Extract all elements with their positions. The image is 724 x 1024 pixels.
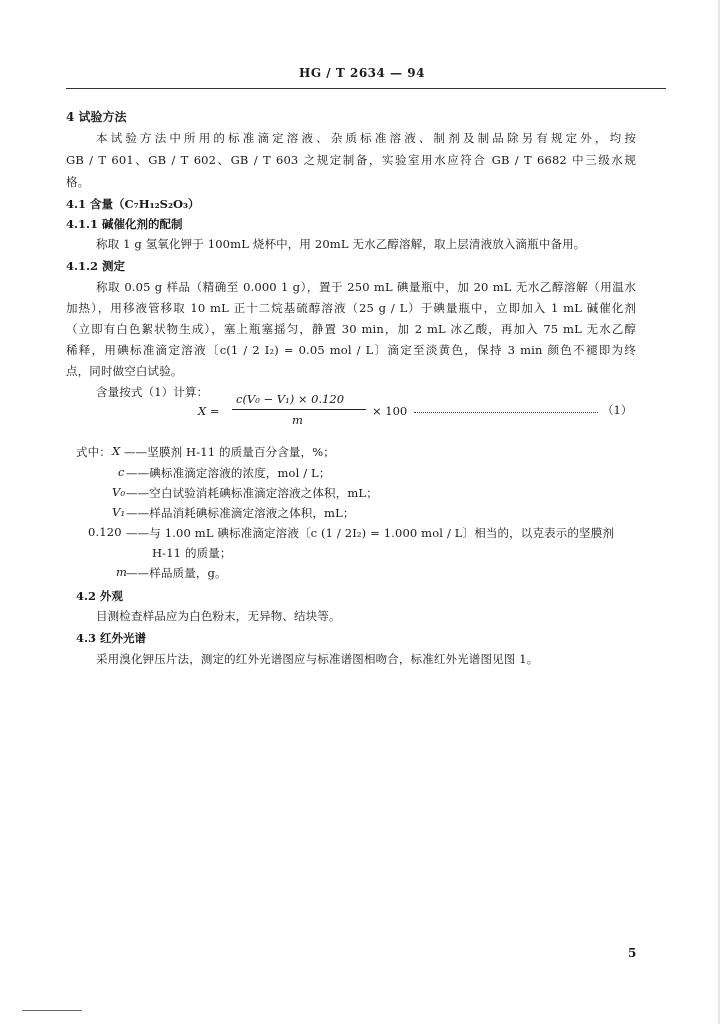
formula-denominator: m bbox=[292, 413, 303, 427]
where-desc-v1: ——样品消耗碘标准滴定溶液之体积，mL； bbox=[126, 506, 355, 520]
formula-times-100: × 100 bbox=[372, 404, 408, 418]
section-4-intro-line-3: 格。 bbox=[66, 175, 90, 189]
section-4-1-1-text: 称取 1 g 氢氧化钾于 100mL 烧杯中，用 20mL 无水乙醇溶解，取上层清液放入滴瓶中备用。 bbox=[96, 237, 586, 251]
header-rule bbox=[66, 88, 666, 89]
where-desc-c: ——碘标准滴定溶液的浓度，mol / L； bbox=[126, 466, 331, 480]
fraction-bar bbox=[232, 409, 366, 410]
section-4-3-text: 采用溴化钾压片法，测定的红外光谱图应与标准谱图相吻合，标准红外光谱图见图 1。 bbox=[96, 652, 539, 666]
where-desc-0120-cont: H-11 的质量； bbox=[152, 546, 232, 560]
where-lead: 式中： bbox=[76, 445, 111, 459]
where-symbol-x: X bbox=[112, 444, 121, 458]
scan-edge bbox=[718, 0, 720, 1024]
page-number: 5 bbox=[628, 946, 637, 960]
section-4-1-1-title: 4.1.1 碱催化剂的配制 bbox=[66, 217, 183, 231]
where-symbol-v0: V₀ bbox=[112, 485, 126, 499]
where-desc-x: ——坚膜剂 H-11 的质量百分含量，%； bbox=[124, 445, 335, 459]
where-desc-0120: ——与 1.00 mL 碘标准滴定溶液〔c (1 / 2I₂) = 1.000 mol / L〕相当的，以克表示的坚膜剂 bbox=[126, 526, 615, 540]
section-4-1-2-line-5: 点，同时做空白试验。 bbox=[66, 364, 183, 378]
formula-number: （1） bbox=[602, 403, 633, 417]
section-4-3-title: 4.3 红外光谱 bbox=[76, 631, 147, 645]
section-4-2-text: 目测检查样品应为白色粉末，无异物、结块等。 bbox=[96, 609, 341, 623]
section-4-1-2-line-2: 加热），用移液管移取 10 mL 正十二烷基硫醇溶液（25 g / L）于碘量瓶中，立即加入 1 mL 碱催化剂 bbox=[66, 301, 636, 315]
where-symbol-0120: 0.120 bbox=[88, 525, 122, 539]
section-4-intro-line-2: GB / T 601、GB / T 602、GB / T 603 之规定制备，实验室用水应符合 GB / T 6682 中三级水规 bbox=[66, 153, 636, 167]
section-4-2-title: 4.2 外观 bbox=[76, 589, 124, 603]
where-symbol-m: m bbox=[116, 565, 128, 579]
formula-numerator: c(V₀ − V₁) × 0.120 bbox=[236, 392, 345, 406]
section-4-1-2-title: 4.1.2 测定 bbox=[66, 259, 126, 273]
section-4-1-2-line-4: 稀释，用碘标准滴定溶液〔c(1 / 2 I₂) = 0.05 mol / L〕滴定至淡黄色，保持 3 min 颜色不褪即为终 bbox=[66, 343, 636, 357]
formula-lhs: X = bbox=[198, 404, 220, 418]
formula-leader-dots bbox=[414, 412, 598, 413]
section-4-1-2-line-1: 称取 0.05 g 样品（精确至 0.000 1 g），置于 250 mL 碘量瓶中，加 20 mL 无水乙醇溶解（用温水 bbox=[96, 280, 636, 294]
section-4-intro-line-1: 本试验方法中所用的标准滴定溶液、杂质标准溶液、制剂及制品除另有规定外，均按 bbox=[96, 131, 636, 145]
footer-rule bbox=[22, 1010, 82, 1011]
section-4-1-2-line-3: （立即有白色絮状物生成），塞上瓶塞摇匀，静置 30 min，加 2 mL 冰乙酸，再加入 75 mL 无水乙醇 bbox=[66, 322, 636, 336]
where-symbol-c: c bbox=[118, 465, 125, 479]
where-desc-m: ——样品质量，g。 bbox=[126, 566, 227, 580]
where-desc-v0: ——空白试验消耗碘标准滴定溶液之体积，mL； bbox=[126, 486, 378, 500]
page-header-code: HG / T 2634 — 94 bbox=[299, 66, 425, 80]
where-symbol-v1: V₁ bbox=[112, 505, 126, 519]
calc-intro: 含量按式（1）计算： bbox=[96, 385, 209, 399]
section-4-title: 4 试验方法 bbox=[66, 110, 127, 124]
section-4-1-title: 4.1 含量（C₇H₁₂S₂O₃） bbox=[66, 197, 200, 211]
